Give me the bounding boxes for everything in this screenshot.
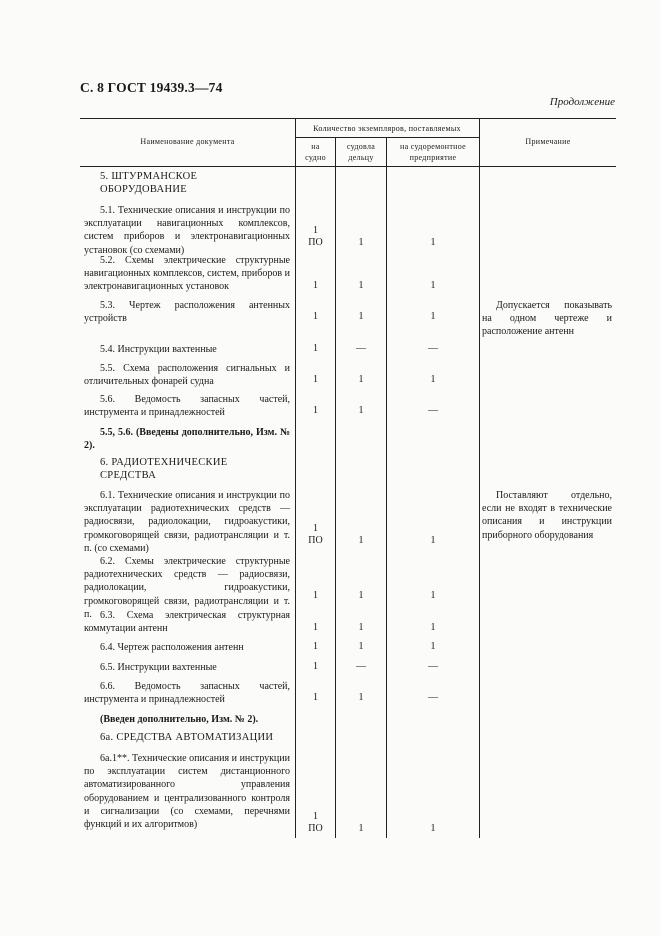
- row-description: 5.6. Ведомость запасных частей, инструмента и принадлежностей: [84, 394, 290, 419]
- header-quantity: Количество экземпляров, поставляемых: [313, 124, 461, 133]
- section-title: 5. ШТУРМАНСКОЕ ОБОРУДОВАНИЕ: [100, 171, 198, 196]
- qty-yard: 1: [430, 374, 436, 385]
- qty-ship-extra: 1: [313, 811, 318, 822]
- qty-owner: 1: [358, 823, 364, 834]
- qty-yard: 1: [430, 622, 436, 633]
- qty-yard: —: [428, 661, 438, 672]
- qty-ship: 1: [313, 590, 318, 601]
- header-name: Наименование документа: [140, 137, 235, 146]
- amendment-note: (Введен дополнительно, Изм. № 2).: [100, 714, 259, 725]
- row-description: 6.4. Чертеж расположения антенн: [100, 642, 244, 653]
- qty-yard: —: [428, 343, 438, 354]
- qty-yard: 1: [430, 237, 436, 248]
- qty-ship: 1: [313, 405, 318, 416]
- qty-ship: 1: [313, 692, 318, 703]
- header-note: Примечание: [525, 137, 571, 146]
- qty-ship: 1: [313, 343, 318, 354]
- row-description: 6.5. Инструкции вахтенные: [100, 662, 217, 673]
- qty-ship: 1: [313, 641, 318, 652]
- section-title: 6. РАДИОТЕХНИЧЕСКИЕ СРЕДСТВА: [100, 457, 228, 482]
- qty-owner: 1: [358, 405, 364, 416]
- qty-owner: 1: [358, 590, 364, 601]
- header-mid-rule: [295, 137, 479, 138]
- continuation-label: Продолжение: [549, 96, 615, 108]
- table-top-rule: [80, 118, 616, 119]
- row-note: Поставляют отдельно, если не входят в технические описания и инструкции приборного оборудования: [482, 490, 612, 541]
- qty-yard: 1: [430, 280, 436, 291]
- qty-ship: ПО: [308, 535, 323, 546]
- row-description: 5.1. Технические описания и инструкции по эксплуатации навигационных комплексов, систем приборов и электронавигационных установок (со схемами): [84, 205, 290, 256]
- row-description: 6.2. Схемы электрические структурные радиотехнических средств — радиосвязи, радиолокации, гидроакустики, громкоговорящей связи, радиотрансляции и т. п.: [84, 556, 290, 620]
- header-bottom-rule: [80, 166, 616, 167]
- qty-yard: 1: [430, 641, 436, 652]
- page-header: С. 8 ГОСТ 19439.3—74: [80, 80, 223, 95]
- qty-owner: 1: [358, 622, 364, 633]
- qty-owner: —: [356, 343, 366, 354]
- row-description: 5.5. Схема расположения сигнальных и отличительных фонарей судна: [84, 363, 290, 388]
- qty-yard: 1: [430, 590, 436, 601]
- qty-owner: 1: [358, 692, 364, 703]
- qty-owner: 1: [358, 237, 364, 248]
- qty-yard: —: [428, 405, 438, 416]
- qty-owner: 1: [358, 280, 364, 291]
- row-description: 5.4. Инструкции вахтенные: [100, 344, 217, 355]
- qty-owner: 1: [358, 641, 364, 652]
- row-description: 6.3. Схема электрическая структурная коммутации антенн: [84, 610, 290, 635]
- qty-ship: ПО: [308, 237, 323, 248]
- qty-owner: 1: [358, 374, 364, 385]
- row-description: 6.1. Технические описания и инструкции по эксплуатации радиотехнических средств — радиосвязи, радиолокации, гидроакустики, громкоговорящей связи, радиотрансляции и т. п. (со схемами): [84, 490, 290, 554]
- qty-ship: ПО: [308, 823, 323, 834]
- row-note: Допускается показывать на одном чертеже и расположение антенн: [482, 300, 612, 338]
- col-divider-4: [479, 118, 480, 838]
- qty-yard: 1: [430, 823, 436, 834]
- qty-owner: —: [356, 661, 366, 672]
- row-description: 6а.1**. Технические описания и инструкции по эксплуатации систем дистанционного автоматизированного управления оборудованием и централизованного контроля и сигнализации (со схемами, перечнями функций и их алгоритмов): [84, 753, 290, 831]
- qty-yard: 1: [430, 311, 436, 322]
- qty-owner: 1: [358, 311, 364, 322]
- qty-ship: 1: [313, 280, 318, 291]
- amendment-note: 5.5, 5.6. (Введены дополнительно, Изм. № 2).: [84, 427, 290, 452]
- row-description: 5.3. Чертеж расположения антенных устройств: [84, 300, 290, 325]
- header-to-ship: на судно: [305, 142, 326, 162]
- section-title: 6а. СРЕДСТВА АВТОМАТИЗАЦИИ: [100, 732, 274, 743]
- row-description: 5.2. Схемы электрические структурные навигационных комплексов, систем, приборов и электронавигационных установок: [84, 255, 290, 293]
- qty-ship-extra: 1: [313, 225, 318, 236]
- qty-ship: 1: [313, 374, 318, 385]
- qty-yard: 1: [430, 535, 436, 546]
- qty-ship: 1: [313, 311, 318, 322]
- qty-yard: —: [428, 692, 438, 703]
- qty-ship: 1: [313, 622, 318, 633]
- qty-ship: 1: [313, 661, 318, 672]
- row-description: 6.6. Ведомость запасных частей, инструмента и принадлежностей: [84, 681, 290, 706]
- qty-owner: 1: [358, 535, 364, 546]
- qty-ship-extra: 1: [313, 523, 318, 534]
- header-to-yard: на судоремонтное предприятие: [400, 142, 466, 162]
- header-with-ship: судовла дельцу: [346, 142, 376, 162]
